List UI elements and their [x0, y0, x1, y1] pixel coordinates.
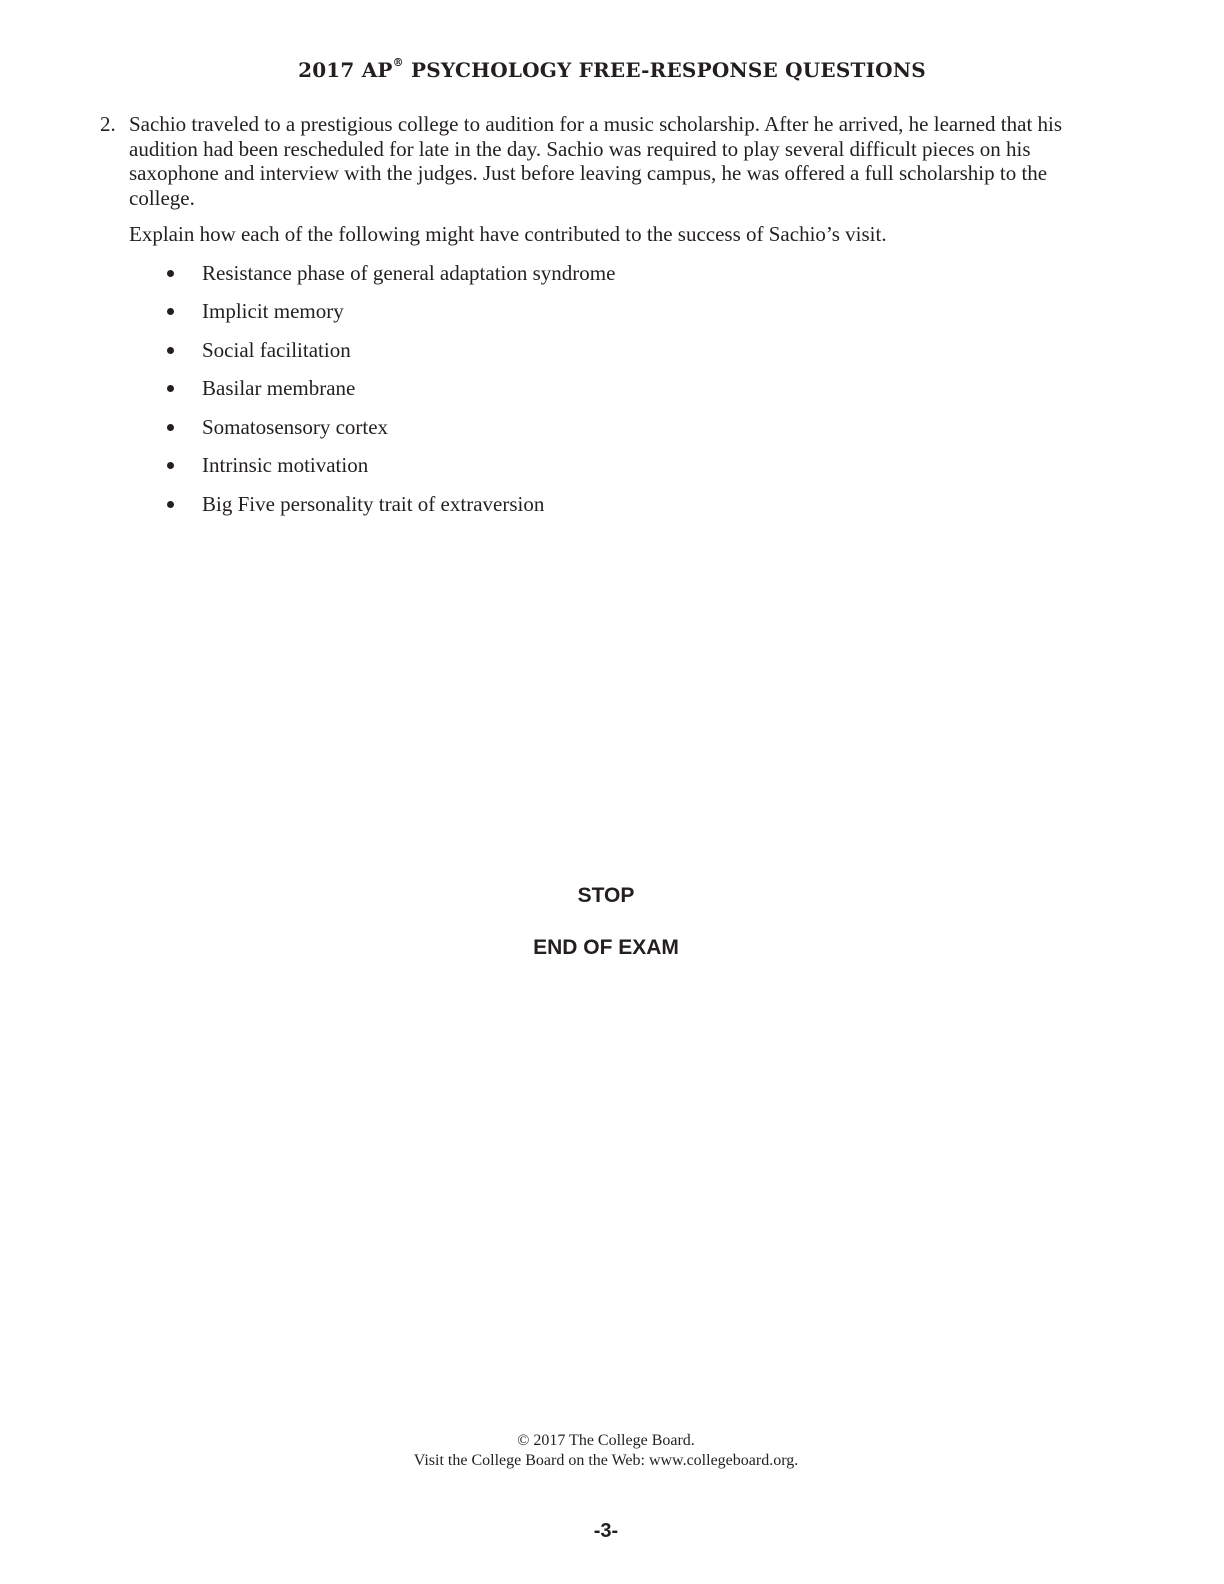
- website-text: Visit the College Board on the Web: www.collegeboard.org.: [413, 1452, 799, 1469]
- end-of-exam-heading: END OF EXAM: [533, 936, 679, 959]
- list-item-text: Basilar membrane: [202, 376, 356, 401]
- list-item-text: Resistance phase of general adaptation syndrome: [202, 260, 616, 285]
- list-item: [129, 492, 1110, 531]
- header-title-prefix: 2017 AP: [298, 58, 393, 82]
- question-body: [129, 112, 1110, 531]
- list-item-text: Social facilitation: [202, 337, 351, 362]
- bullet-icon: [167, 270, 174, 277]
- question-prompt: Explain how each of the following might have contributed to the success of Sachio’s visit.: [129, 222, 887, 246]
- bullet-icon: [167, 424, 174, 431]
- question-2: [100, 112, 1110, 531]
- list-item: [129, 299, 1110, 338]
- list-item: [129, 338, 1110, 377]
- list-item: [129, 415, 1110, 454]
- list-item: [129, 376, 1110, 415]
- list-item-text: Big Five personality trait of extraversion: [202, 492, 545, 517]
- bullet-icon: [167, 308, 174, 315]
- bullet-icon: [167, 385, 174, 392]
- page-header: [0, 58, 1224, 82]
- list-item: [129, 453, 1110, 492]
- registered-mark: ®: [392, 56, 404, 69]
- list-item: [129, 261, 1110, 300]
- page-number: -3-: [593, 1520, 619, 1542]
- copyright-text: © 2017 The College Board.: [517, 1432, 695, 1449]
- question-number: 2.: [100, 112, 116, 136]
- list-item-text: Implicit memory: [202, 299, 344, 324]
- question-stem: Sachio traveled to a prestigious college to audition for a music scholarship. After he arrived, he learned that his audition had been rescheduled for late in the day. Sachio was required to play several difficult pieces on his saxophone and interview with the judges. Just before leaving campus, he was offered a full scholarship to the college.: [129, 112, 1063, 210]
- stop-heading: STOP: [577, 884, 635, 907]
- bullet-icon: [167, 347, 174, 354]
- term-list: [129, 261, 1110, 531]
- list-item-text: Intrinsic motivation: [202, 453, 369, 478]
- page-footer: [0, 1431, 1212, 1471]
- header-title-suffix: PSYCHOLOGY FREE-RESPONSE QUESTIONS: [403, 58, 926, 82]
- bullet-icon: [167, 501, 174, 508]
- bullet-icon: [167, 462, 174, 469]
- list-item-text: Somatosensory cortex: [202, 414, 389, 439]
